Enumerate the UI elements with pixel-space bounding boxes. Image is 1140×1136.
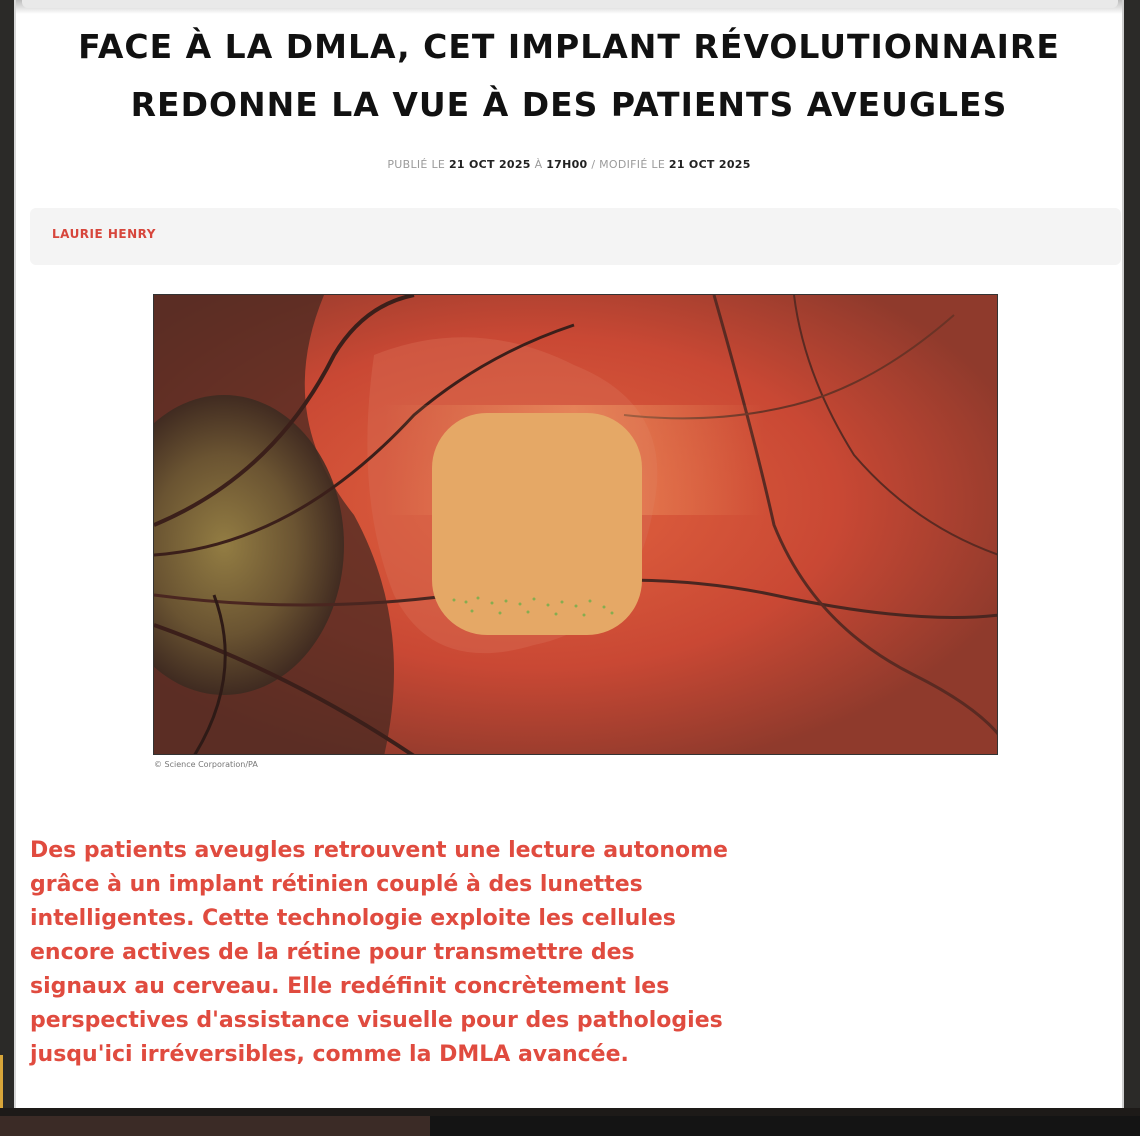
at-label: À [534,158,543,171]
window-top-bar [22,0,1118,8]
retina-implant-illustration [154,295,998,755]
article-lede: Des patients aveugles retrouvent une lecture autonome grâce à un implant rétinien couplé à des lunettes intelligentes. Cette technologie exploite les cellules encore actives de la rétine pour transmettre des signaux au cerveau. Elle redéfinit concrètement les perspectives d'assistance visuelle pour des pathologies jusqu'ici irréversibles, comme la DMLA avancée. [30,838,728,1067]
image-credit: © Science Corporation/PA [154,760,258,769]
modified-date: 21 OCT 2025 [668,158,751,171]
left-accent-bar [0,1055,3,1110]
bottom-strip-right [430,1116,1140,1136]
published-label: PUBLIÉ LE [387,158,446,171]
published-date: 21 OCT 2025 [448,158,531,171]
article-title-line-1: FACE À LA DMLA, CET IMPLANT RÉVOLUTIONNAIRE [78,27,1060,66]
bottom-strip-left [0,1116,430,1136]
article-title [16,18,1122,134]
hero-image [153,294,998,755]
published-time: 17H00 [546,158,588,171]
modified-label: / MODIFIÉ LE [591,158,666,171]
bottom-strip [0,1108,1140,1136]
article-title-line-2: REDONNE LA VUE À DES PATIENTS AVEUGLES [130,85,1008,124]
author-link[interactable]: LAURIE HENRY [52,227,156,241]
browser-window [14,0,1124,1108]
author-box [30,208,1121,265]
article-meta [16,158,1122,171]
